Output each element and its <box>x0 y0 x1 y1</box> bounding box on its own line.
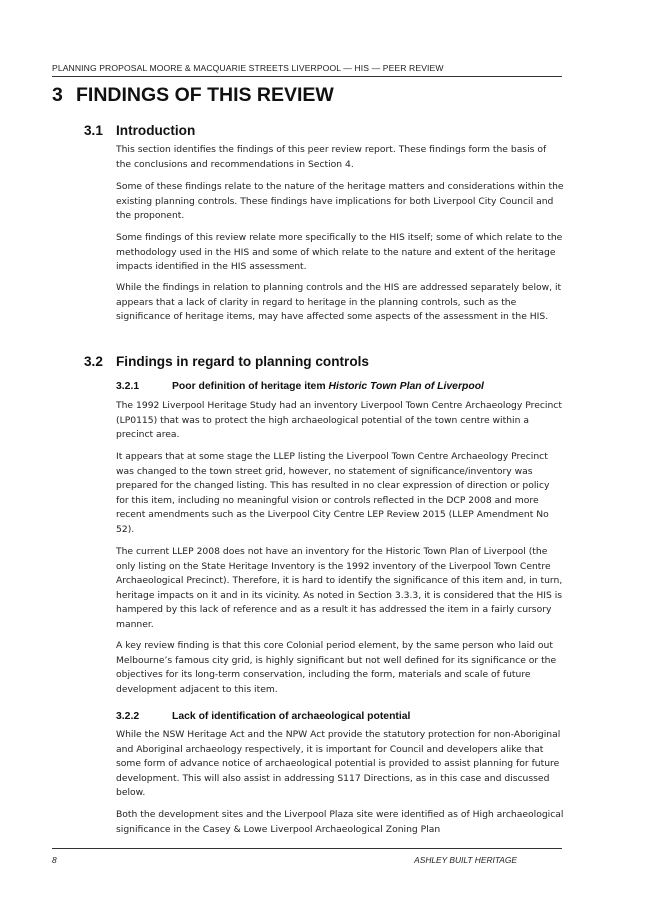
chapter-title <box>52 84 334 107</box>
subsection-number: 3.2.1 <box>116 381 140 392</box>
footer-divider <box>52 848 562 849</box>
footer-organisation: ASHLEY BUILT HERITAGE <box>414 855 517 865</box>
paragraph: While the findings in relation to planning controls and the HIS are addressed separately below, it appears that a lack of clarity in regard to heritage in the planning controls, such as the significance of heritage items, may have affected some aspects of the assessment in the HIS. <box>116 282 562 323</box>
paragraph: This section identifies the findings of this peer review report. These findings form the basis of the conclusions and recommendations in Section 4. <box>116 144 547 170</box>
paragraph: It appears that at some stage the LLEP listing the Liverpool Town Centre Archaeology Precinct was changed to the town street grid, however, no statement of significance/inventory was prepared for the changed listing. This has resulted in no clear expression of direction or policy for this item, including no meaningful vision or controls reflected in the DCP 2008 and more recent amendments such as the Liverpool City Centre LEP Review 2015 (LLEP Amendment No 52). <box>116 451 550 535</box>
paragraph: Some of these findings relate to the nature of the heritage matters and considerations within the existing planning controls. These findings have implications for both Liverpool City Council and the proponent. <box>116 181 564 222</box>
paragraph: The current LLEP 2008 does not have an inventory for the Historic Town Plan of Liverpool (the only listing on the State Heritage Inventory is the 1992 inventory of the Liverpool Town Centre Archaeological Precinct). Therefore, it is hard to identify the significance of this item and, in turn, heritage impacts on it and in its vicinity. As noted in Section 3.3.3, it is considered that the HIS is hampered by this lack of reference and as a result it has addressed the item in a fairly cursory manner. <box>116 546 563 630</box>
paragraph: Some findings of this review relate more specifically to the HIS itself; some of which relate to the methodology used in the HIS and some of which relate to the nature and extent of the heritage impacts identified in the HIS assessment. <box>116 232 563 273</box>
subsection-title: Lack of identification of archaeological potential <box>172 711 411 722</box>
section-number: 3.2 <box>84 354 103 369</box>
subsection-title: Poor definition of heritage item <box>172 381 329 392</box>
section-title: Introduction <box>116 123 196 138</box>
chapter-number: 3 <box>52 84 63 106</box>
subsection-title-italic: Historic Town Plan of Liverpool <box>328 381 484 392</box>
subsection-heading-archaeology <box>116 711 410 722</box>
page-number: 8 <box>52 855 57 865</box>
paragraph: A key review finding is that this core Colonial period element, by the same person who laid out Melbourne’s famous city grid, is highly significant but not well defined for its significance or the objectives for its long-term conservation, including the form, materials and scale of future development adjacent to this item. <box>116 640 557 695</box>
section-heading-planning-controls <box>84 354 369 369</box>
paragraph: The 1992 Liverpool Heritage Study had an inventory Liverpool Town Centre Archaeology Precinct (LP0115) that was to protect the high archaeological potential of the town centre within a precinct area. <box>116 400 562 441</box>
section-title: Findings in regard to planning controls <box>116 354 369 369</box>
section-heading-introduction <box>84 123 195 138</box>
running-header: PLANNING PROPOSAL MOORE & MACQUARIE STREETS LIVERPOOL — HIS — PEER REVIEW <box>52 63 444 73</box>
section-number: 3.1 <box>84 123 103 138</box>
paragraph: Both the development sites and the Liverpool Plaza site were identified as of High archaeological significance in the Casey & Lowe Liverpool Archaeological Zoning Plan <box>116 809 564 835</box>
subsection-number: 3.2.2 <box>116 711 140 722</box>
paragraph: While the NSW Heritage Act and the NPW Act provide the statutory protection for non-Aboriginal and Aboriginal archaeology respectively, it is important for Council and developers alike that some form of advance notice of archaeological potential is provided to assist planning for future development. This will also assist in addressing S117 Directions, as in this case and discussed below. <box>116 729 561 799</box>
subsection-heading-heritage-item <box>116 381 484 392</box>
chapter-title-text: FINDINGS OF THIS REVIEW <box>76 84 334 106</box>
header-divider <box>52 76 562 77</box>
